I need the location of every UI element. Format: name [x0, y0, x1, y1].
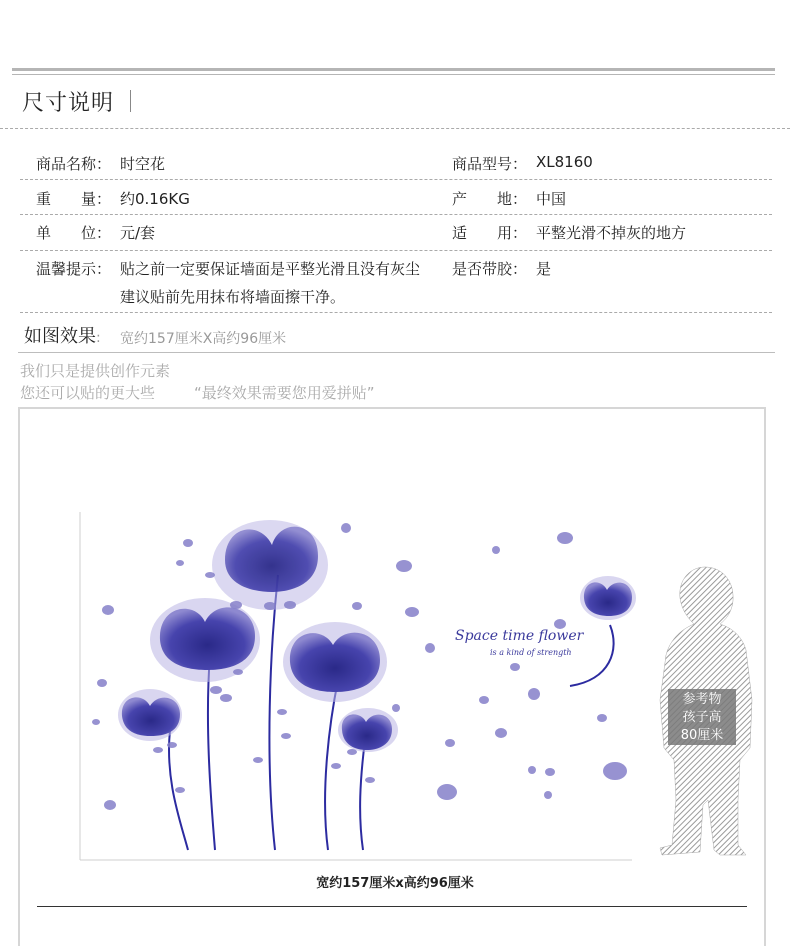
- flower-head: [150, 598, 260, 682]
- note-line2b: “最终效果需要您用爱拼贴”: [194, 384, 375, 402]
- script-subtitle: is a kind of strength: [490, 648, 572, 657]
- spec-use-value: 平整光滑不掉灰的地方: [536, 224, 687, 242]
- reference-label: 参考物 孩子高 80厘米: [668, 689, 736, 745]
- flower-head: [283, 622, 387, 702]
- spec-glue-label: 是否带胶：: [452, 260, 528, 278]
- spec-unit-value: 元/套: [120, 224, 156, 242]
- note-line1: 我们只是提供创作元素: [20, 362, 171, 380]
- spec-name-label: 商品名称：: [36, 155, 112, 173]
- spec-origin-value: 中国: [536, 190, 567, 208]
- spec-weight-value: 约0.16KG: [120, 190, 190, 208]
- effect-size: 宽约157厘米X高约96厘米: [120, 331, 287, 347]
- artwork-caption: 宽约157厘米x高约96厘米: [316, 876, 474, 891]
- spec-weight-label: 重 量：: [36, 190, 112, 208]
- flower-head: [338, 708, 398, 752]
- flower-head: [212, 520, 328, 610]
- spec-unit-label: 单 位：: [36, 224, 112, 242]
- spec-tips-label: 温馨提示：: [36, 260, 112, 278]
- section-title: 尺寸说明: [22, 91, 115, 116]
- spec-name-value: 时空花: [120, 155, 166, 173]
- script-title: Space time flower: [455, 628, 584, 644]
- caption-underline: [37, 906, 747, 907]
- spec-tips-line2: 建议贴前先用抹布将墙面擦干净。: [120, 288, 346, 306]
- spec-origin-label: 产 地：: [452, 190, 528, 208]
- flower-head: [118, 689, 182, 741]
- spec-glue-value: 是: [536, 260, 552, 278]
- spec-use-label: 适 用：: [452, 224, 528, 242]
- effect-title: 如图效果:: [24, 326, 101, 347]
- spec-model-value: XL8160: [536, 153, 593, 171]
- spec-model-label: 商品型号：: [452, 155, 528, 173]
- flower-head: [580, 576, 636, 620]
- spec-tips-line1: 贴之前一定要保证墙面是平整光滑且没有灰尘: [120, 260, 421, 278]
- note-line2a: 您还可以贴的更大些: [20, 384, 156, 402]
